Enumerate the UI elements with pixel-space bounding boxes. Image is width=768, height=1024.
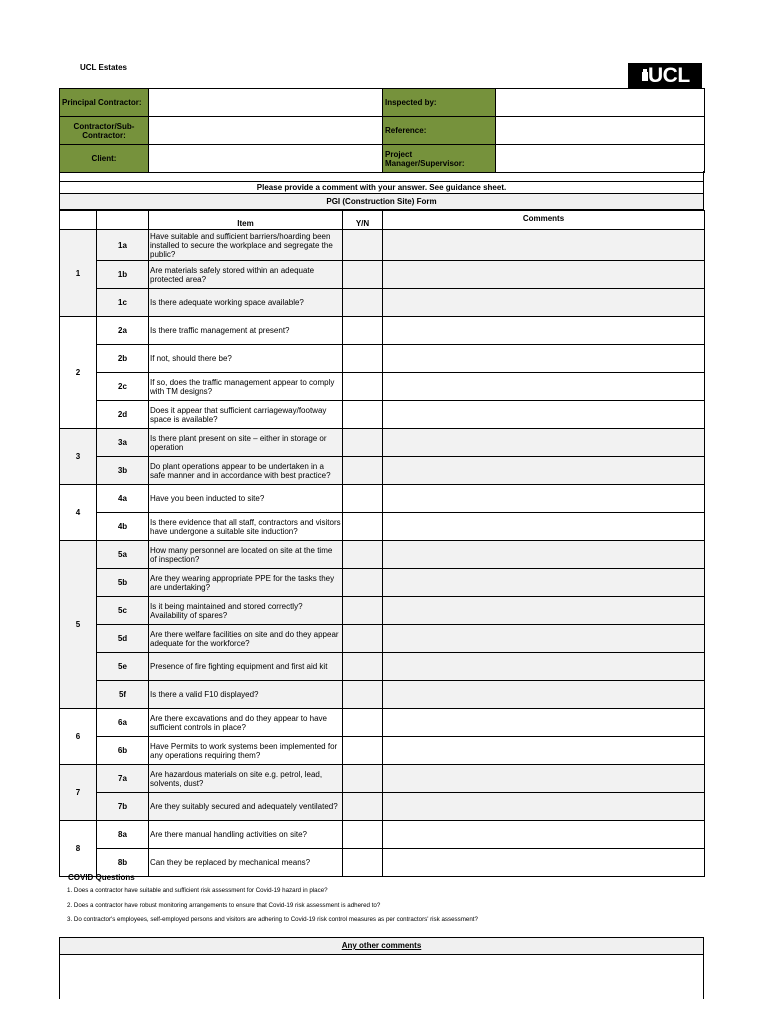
section-number: 4 [60, 485, 97, 541]
yn-field[interactable] [343, 849, 383, 877]
table-row [60, 709, 705, 737]
item-question: If so, does the traffic management appear to comply with TM designs? [149, 373, 343, 401]
comments-field[interactable] [383, 401, 705, 429]
item-code: 2d [97, 401, 149, 429]
item-question: Does it appear that sufficient carriageway/footway space is available? [149, 401, 343, 429]
section-number: 8 [60, 821, 97, 877]
comments-field[interactable] [383, 681, 705, 709]
item-code: 8b [97, 849, 149, 877]
guidance-note: Please provide a comment with your answer. See guidance sheet. [59, 182, 704, 193]
covid-question-1: 1. Does a contractor have suitable and sufficient risk assessment for Covid-19 hazard in place? [67, 887, 328, 894]
comments-field[interactable] [383, 849, 705, 877]
item-question: Are there excavations and do they appear to have sufficient controls in place? [149, 709, 343, 737]
table-row [60, 541, 705, 569]
yn-field[interactable] [343, 793, 383, 821]
other-comments-field[interactable] [59, 954, 704, 999]
contractor-sub-field[interactable] [149, 117, 383, 145]
comments-field[interactable] [383, 541, 705, 569]
yn-field[interactable] [343, 230, 383, 261]
section-number: 1 [60, 230, 97, 317]
item-code: 7b [97, 793, 149, 821]
table-row [60, 569, 705, 597]
section-number: 5 [60, 541, 97, 709]
item-question: Presence of fire fighting equipment and first aid kit [149, 653, 343, 681]
table-row [60, 849, 705, 877]
other-comments-heading [59, 937, 704, 955]
header-blank-1 [60, 211, 97, 230]
client-label: Client: [60, 145, 149, 173]
item-question: Are materials safely stored within an adequate protected area? [149, 261, 343, 289]
inspected-by-label: Inspected by: [383, 89, 496, 117]
comments-field[interactable] [383, 289, 705, 317]
yn-field[interactable] [343, 429, 383, 457]
comments-field[interactable] [383, 793, 705, 821]
item-question: Is there a valid F10 displayed? [149, 681, 343, 709]
reference-field[interactable] [496, 117, 705, 145]
section-number: 7 [60, 765, 97, 821]
item-code: 8a [97, 821, 149, 849]
project-manager-field[interactable] [496, 145, 705, 173]
principal-contractor-field[interactable] [149, 89, 383, 117]
comments-field[interactable] [383, 485, 705, 513]
header-item: Item [149, 211, 343, 230]
yn-field[interactable] [343, 513, 383, 541]
item-question: Have suitable and sufficient barriers/hoarding been installed to secure the workplace and segregate the public? [149, 230, 343, 261]
org-name: UCL Estates [80, 63, 127, 72]
yn-field[interactable] [343, 401, 383, 429]
yn-field[interactable] [343, 541, 383, 569]
comments-field[interactable] [383, 513, 705, 541]
yn-field[interactable] [343, 485, 383, 513]
project-manager-label: Project Manager/Supervisor: [383, 145, 496, 173]
yn-field[interactable] [343, 681, 383, 709]
table-row [60, 821, 705, 849]
table-row [60, 457, 705, 485]
client-field[interactable] [149, 145, 383, 173]
item-question: Have Permits to work systems been implemented for any operations requiring them? [149, 737, 343, 765]
item-code: 5e [97, 653, 149, 681]
item-question: How many personnel are located on site at the time of inspection? [149, 541, 343, 569]
item-question: Is there plant present on site – either in storage or operation [149, 429, 343, 457]
item-code: 5d [97, 625, 149, 653]
yn-field[interactable] [343, 457, 383, 485]
table-row [60, 765, 705, 793]
item-code: 5f [97, 681, 149, 709]
yn-field[interactable] [343, 261, 383, 289]
table-header-row [60, 211, 705, 230]
contractor-sub-label: Contractor/Sub-Contractor: [60, 117, 149, 145]
item-code: 5a [97, 541, 149, 569]
principal-contractor-label: Principal Contractor: [60, 89, 149, 117]
item-question: Have you been inducted to site? [149, 485, 343, 513]
reference-label: Reference: [383, 117, 496, 145]
yn-field[interactable] [343, 737, 383, 765]
table-row [60, 289, 705, 317]
table-row [60, 317, 705, 345]
item-question: Are hazardous materials on site e.g. petrol, lead, solvents, dust? [149, 765, 343, 793]
inspection-table [59, 210, 705, 877]
item-code: 1a [97, 230, 149, 261]
comments-field[interactable] [383, 653, 705, 681]
spacer-row [59, 171, 704, 182]
comments-field[interactable] [383, 261, 705, 289]
section-number: 6 [60, 709, 97, 765]
yn-field[interactable] [343, 625, 383, 653]
header-blank-2 [97, 211, 149, 230]
yn-field[interactable] [343, 653, 383, 681]
item-question: Is it being maintained and stored correctly? Availability of spares? [149, 597, 343, 625]
item-question: Are there welfare facilities on site and do they appear adequate for the workforce? [149, 625, 343, 653]
comments-field[interactable] [383, 230, 705, 261]
yn-field[interactable] [343, 709, 383, 737]
item-question: Are they wearing appropriate PPE for the tasks they are undertaking? [149, 569, 343, 597]
comments-field[interactable] [383, 625, 705, 653]
item-code: 4b [97, 513, 149, 541]
form-title: PGI (Construction Site) Form [59, 193, 704, 210]
comments-field[interactable] [383, 345, 705, 373]
item-code: 2b [97, 345, 149, 373]
item-code: 1c [97, 289, 149, 317]
table-row [60, 373, 705, 401]
comments-field[interactable] [383, 765, 705, 793]
table-row [60, 737, 705, 765]
table-row [60, 230, 705, 261]
yn-field[interactable] [343, 765, 383, 793]
item-code: 7a [97, 765, 149, 793]
ucl-logo [628, 63, 702, 89]
yn-field[interactable] [343, 821, 383, 849]
item-code: 4a [97, 485, 149, 513]
item-code: 3b [97, 457, 149, 485]
comments-field[interactable] [383, 457, 705, 485]
comments-field[interactable] [383, 429, 705, 457]
item-question: Are there manual handling activities on site? [149, 821, 343, 849]
item-code: 3a [97, 429, 149, 457]
table-row [60, 653, 705, 681]
covid-question-2: 2. Does a contractor have robust monitoring arrangements to ensure that Covid-19 risk assessment is adhered to? [67, 902, 381, 909]
header-comments: Comments [383, 211, 705, 230]
comments-field[interactable] [383, 373, 705, 401]
yn-field[interactable] [343, 597, 383, 625]
item-code: 6a [97, 709, 149, 737]
comments-field[interactable] [383, 597, 705, 625]
item-code: 6b [97, 737, 149, 765]
table-row [60, 681, 705, 709]
covid-question-3: 3. Do contractor's employees, self-employed persons and visitors are adhering to Covid-19 risk control measures as per contractors' risk assessment? [67, 916, 478, 923]
table-row [60, 345, 705, 373]
table-row [60, 485, 705, 513]
yn-field[interactable] [343, 373, 383, 401]
item-question: Is there adequate working space available? [149, 289, 343, 317]
comments-field[interactable] [383, 709, 705, 737]
yn-field[interactable] [343, 289, 383, 317]
item-code: 1b [97, 261, 149, 289]
header-yn: Y/N [343, 211, 383, 230]
ucl-crest-icon [642, 72, 648, 81]
comments-field[interactable] [383, 821, 705, 849]
item-code: 2a [97, 317, 149, 345]
inspected-by-field[interactable] [496, 89, 705, 117]
comments-field[interactable] [383, 317, 705, 345]
section-number: 3 [60, 429, 97, 485]
table-row [60, 793, 705, 821]
item-question: If not, should there be? [149, 345, 343, 373]
table-row [60, 401, 705, 429]
comments-field[interactable] [383, 737, 705, 765]
table-row [60, 597, 705, 625]
comments-field[interactable] [383, 569, 705, 597]
item-code: 2c [97, 373, 149, 401]
item-question: Do plant operations appear to be undertaken in a safe manner and in accordance with best practice? [149, 457, 343, 485]
yn-field[interactable] [343, 569, 383, 597]
table-row [60, 429, 705, 457]
item-code: 5b [97, 569, 149, 597]
logo-text: UCL [648, 64, 690, 87]
section-number: 2 [60, 317, 97, 429]
other-comments-label: Any other comments [341, 941, 422, 950]
covid-title: COVID Questions [68, 873, 135, 882]
header-table [59, 88, 705, 173]
item-question: Can they be replaced by mechanical means? [149, 849, 343, 877]
item-code: 5c [97, 597, 149, 625]
table-row [60, 261, 705, 289]
item-question: Are they suitably secured and adequately ventilated? [149, 793, 343, 821]
item-question: Is there evidence that all staff, contractors and visitors have undergone a suitable site induction? [149, 513, 343, 541]
yn-field[interactable] [343, 345, 383, 373]
item-question: Is there traffic management at present? [149, 317, 343, 345]
table-row [60, 513, 705, 541]
table-row [60, 625, 705, 653]
yn-field[interactable] [343, 317, 383, 345]
